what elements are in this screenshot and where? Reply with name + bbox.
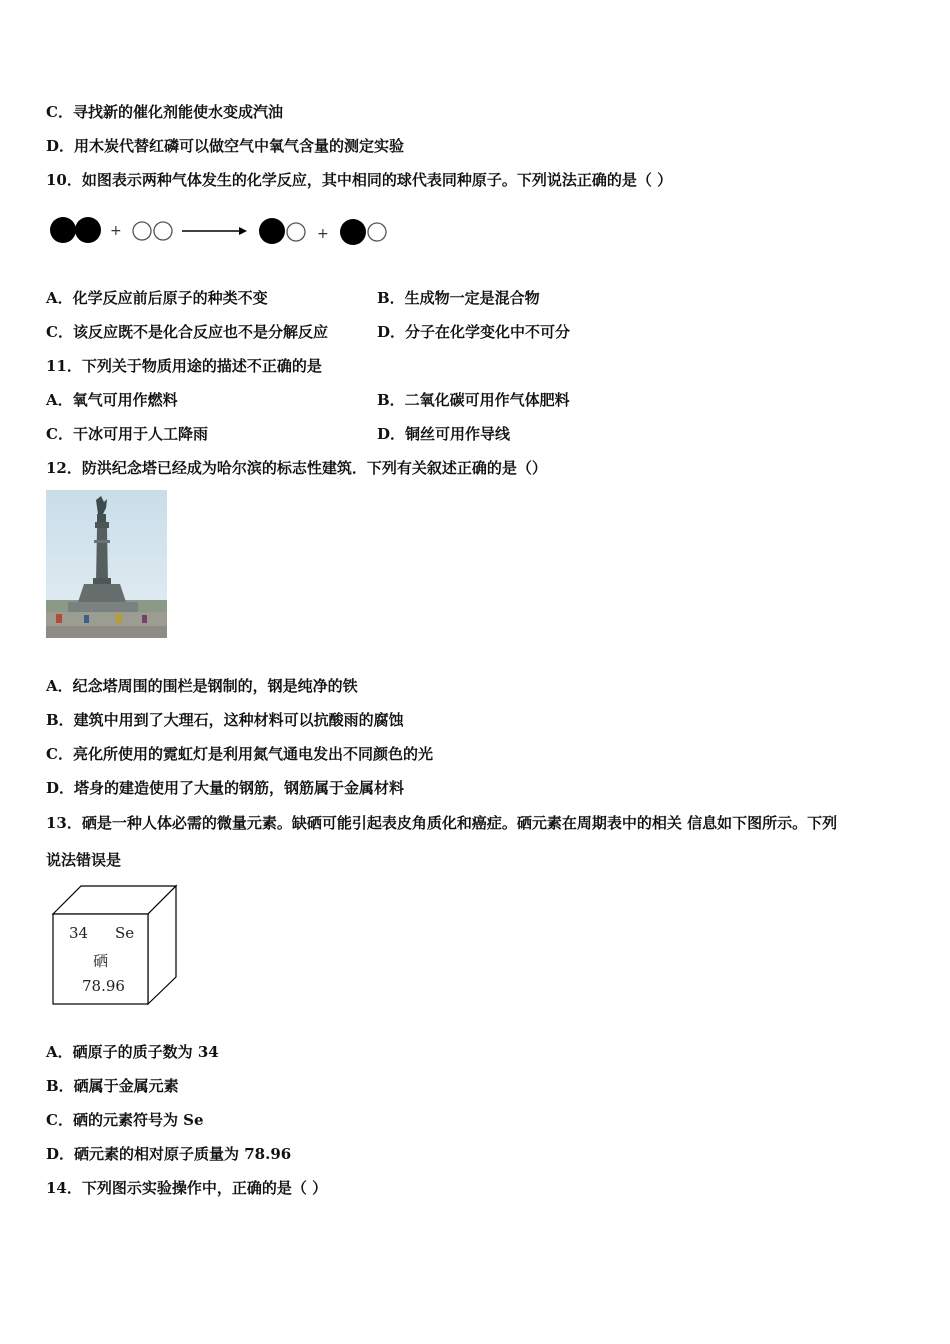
- q12-stem: 12．防洪纪念塔已经成为哈尔滨的标志性建筑．下列有关叙述正确的是（）: [46, 459, 547, 477]
- element-name: 硒: [93, 952, 109, 970]
- q10-option-c: C．该反应既不是化合反应也不是分解反应: [46, 323, 328, 341]
- element-symbol: Se: [115, 924, 135, 942]
- reaction-diagram: [46, 210, 406, 254]
- q13-option-b: B．硒属于金属元素: [46, 1077, 179, 1095]
- q13-stem-line1: 13．硒是一种人体必需的微量元素。缺硒可能引起表皮角质化和癌症。硒元素在周期表中的相关 信息如下图所示。下列: [46, 814, 838, 832]
- q12-option-b: B．建筑中用到了大理石，这种材料可以抗酸雨的腐蚀: [46, 711, 404, 729]
- white-atom: [154, 222, 172, 240]
- q11-option-a: A．氧气可用作燃料: [46, 391, 178, 409]
- q13-stem-line2: 说法错误是: [46, 851, 122, 869]
- q10-option-d: D．分子在化学变化中不可分: [377, 323, 571, 341]
- q11-stem: 11．下列关于物质用途的描述不正确的是: [46, 357, 322, 375]
- q12-option-d: D．塔身的建造使用了大量的钢筋，钢筋属于金属材料: [46, 779, 405, 797]
- white-atom: [368, 223, 386, 241]
- q11-option-d: D．铜丝可用作导线: [377, 425, 511, 443]
- q10-stem: 10．如图表示两种气体发生的化学反应，其中相同的球代表同种原子。下列说法正确的是（ ）: [46, 171, 673, 189]
- atomic-number: 34: [69, 924, 89, 942]
- black-atom: [340, 219, 366, 245]
- atomic-mass: 78.96: [82, 977, 125, 995]
- black-atom: [50, 217, 76, 243]
- reactant-molecule-2: [133, 222, 172, 240]
- product-molecule-2: [340, 219, 386, 245]
- q9-option-c: C．寻找新的催化剂能使水变成汽油: [46, 103, 283, 121]
- q13-option-c: C．硒的元素符号为 Se: [46, 1111, 204, 1129]
- white-atom: [133, 222, 151, 240]
- selenium-element-cube: [50, 883, 180, 1007]
- black-atom: [259, 218, 285, 244]
- plus-sign: +: [110, 223, 122, 239]
- q14-stem: 14．下列图示实验操作中，正确的是（ ）: [46, 1179, 328, 1197]
- q12-option-c: C．亮化所使用的霓虹灯是利用氮气通电发出不同颜色的光: [46, 745, 433, 763]
- q13-option-d: D．硒元素的相对原子质量为 78.96: [46, 1145, 292, 1163]
- white-atom: [287, 223, 305, 241]
- q13-option-a: A．硒原子的质子数为 34: [46, 1043, 219, 1061]
- black-atom: [75, 217, 101, 243]
- reaction-arrow: [182, 227, 247, 235]
- plus-sign: +: [317, 226, 329, 242]
- q10-option-b: B．生成物一定是混合物: [377, 289, 540, 307]
- flood-memorial-tower-photo: [46, 490, 167, 638]
- q9-option-d: D．用木炭代替红磷可以做空气中氧气含量的测定实验: [46, 137, 405, 155]
- product-molecule-1: [259, 218, 305, 244]
- q12-option-a: A．纪念塔周围的围栏是钢制的，钢是纯净的铁: [46, 677, 358, 695]
- reactant-molecule-1: [50, 217, 101, 243]
- q11-option-c: C．干冰可用于人工降雨: [46, 425, 208, 443]
- q11-option-b: B．二氧化碳可用作气体肥料: [377, 391, 570, 409]
- q10-option-a: A．化学反应前后原子的种类不变: [46, 289, 268, 307]
